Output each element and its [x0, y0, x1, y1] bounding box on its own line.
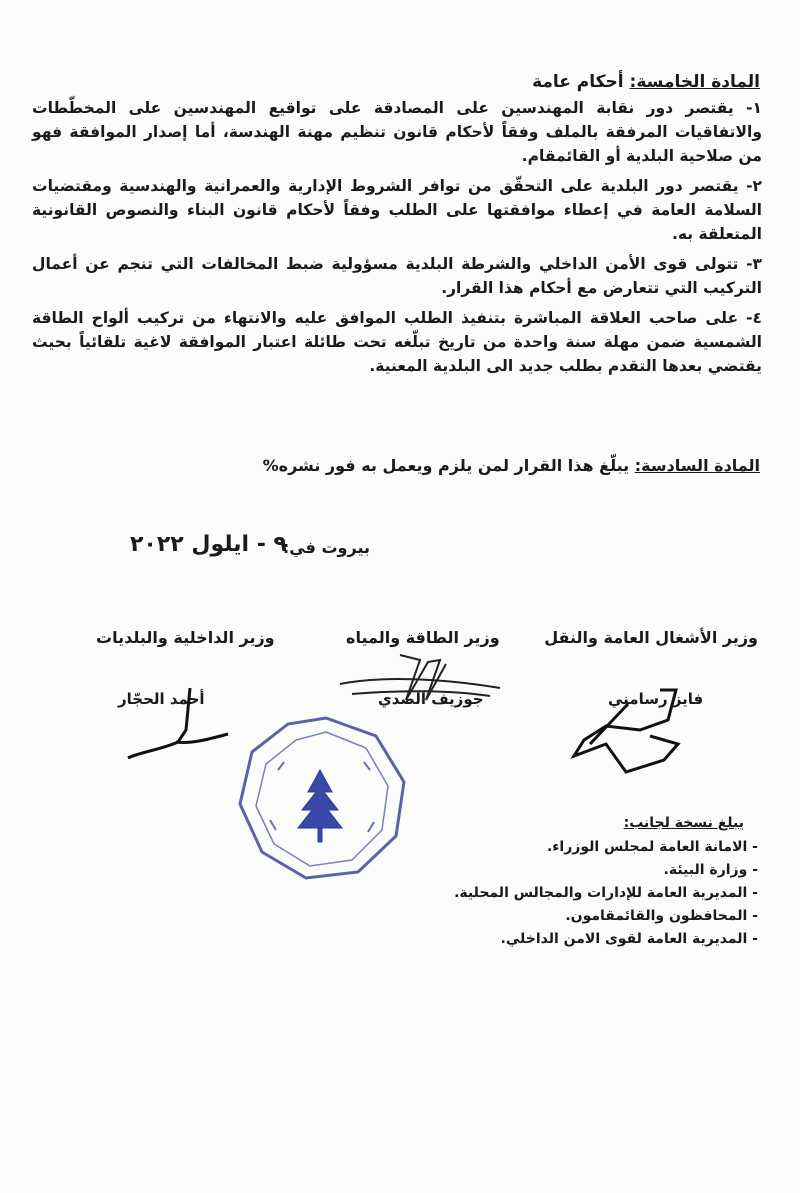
transport-signature — [574, 690, 678, 772]
copy-item: - وزارة البيئة. — [663, 862, 758, 878]
copy-item: - المديرية العامة لقوى الامن الداخلي. — [500, 931, 758, 947]
article5-subtitle: أحكام عامة — [532, 72, 624, 92]
energy-signature — [340, 655, 500, 700]
clause-4: ٤- على صاحب العلاقة المباشرة بتنفيذ الطلب الموافق عليه والانتهاء من تركيب ألواح الطاقة الشمسية ضمن مهلة سنة واحدة من تاريخ تبلّغه تحت طائلة اعتبار الموافقة لاغية تلقائياً بحيث يقتضي بعدها التقدم بطلب جديد الى البلدية المعنية. — [32, 309, 762, 375]
handwritten-date: ٩ - ايلول ٢٠٢٢ — [130, 532, 287, 557]
copies-title: يبلغ نسخة لجانب: — [623, 815, 744, 831]
article6-title: المادة السادسة: — [634, 456, 760, 475]
cedar-icon — [298, 770, 342, 842]
clause-2: ٢- يقتصر دور البلدية على التحقّق من توافر الشروط الإدارية والعمرانية والهندسية ومقتضيات السلامة العامة في إعطاء موافقتها على الطلب وفقاً لأحكام قانون البناء والنصوص القانونية المتعلقة به. — [32, 177, 762, 243]
copy-item: - المديرية العامة للإدارات والمجالس المحلية. — [454, 885, 758, 901]
article6-text: يبلّغ هذا القرار لمن يلزم ويعمل به فور نشره% — [262, 456, 630, 475]
transport-minister-name: فايز رسامني — [608, 690, 704, 708]
transport-minister-title: وزير الأشغال العامة والنقل — [544, 628, 758, 647]
place-label: بيروت في: — [282, 538, 370, 557]
clause-1: ١- يقتصر دور نقابة المهندسين على المصادقة على تواقيع المهندسين على المخطّطات والاتفاقيات المرفقة بالملف وفقاً لأحكام قانون تنظيم مهنة الهندسة، أما إصدار الموافقة فهو من صلاحية البلدية أو القائمقام. — [32, 99, 762, 165]
interior-minister-title: وزير الداخلية والبلديات — [96, 628, 275, 647]
copy-item: - الامانة العامة لمجلس الوزراء. — [546, 839, 758, 855]
clause-3: ٣- تتولى قوى الأمن الداخلي والشرطة البلدية مسؤولية ضبط المخالفات التي تنجم عن أعمال التركيب التي تتعارض مع أحكام هذا القرار. — [32, 255, 762, 297]
energy-minister-name: جوزيف الصدي — [378, 690, 484, 708]
ministry-stamp — [240, 718, 404, 878]
interior-minister-name: أحمد الحجّار — [118, 690, 205, 708]
article5-title: المادة الخامسة: — [629, 72, 760, 92]
energy-minister-title: وزير الطاقة والمياه — [346, 628, 500, 647]
copies-list — [454, 836, 758, 951]
interior-signature — [128, 688, 228, 758]
copy-item: - المحافظون والقائمقامون. — [565, 908, 758, 924]
